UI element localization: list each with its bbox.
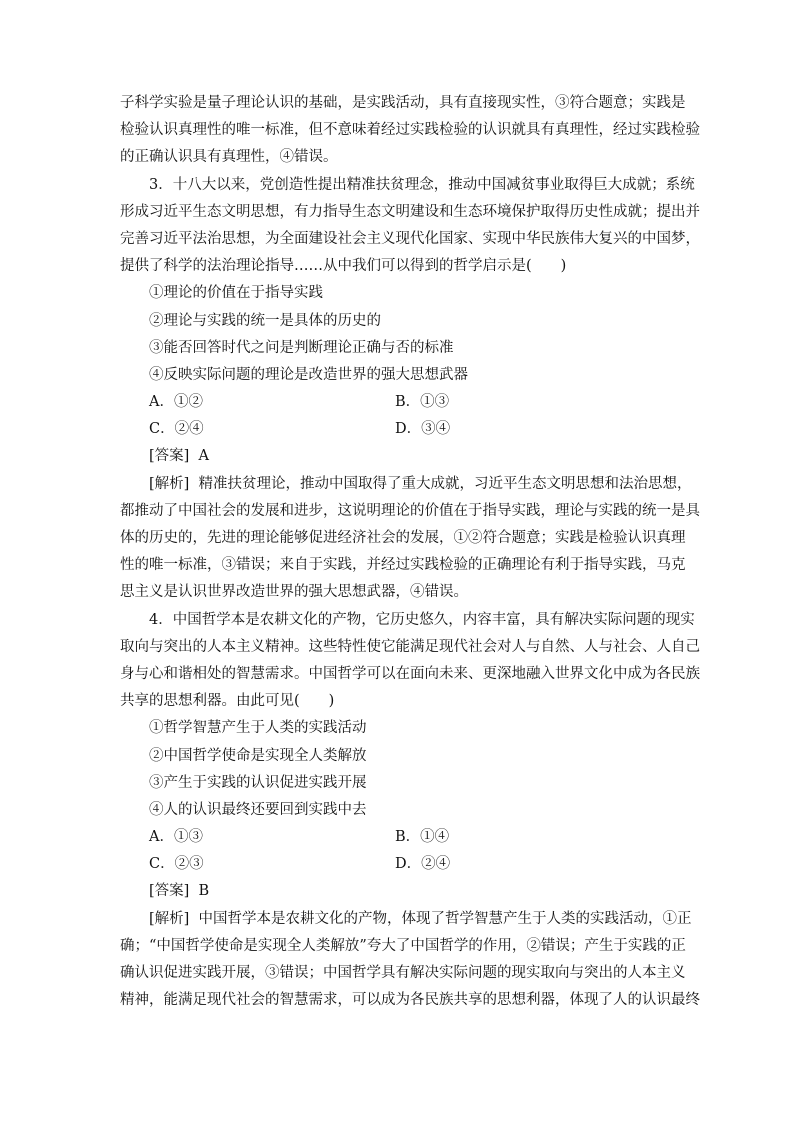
- answer-tag: [答案]: [149, 448, 190, 465]
- analysis-line: 思主义是认识世界改造世界的强大思想武器，④错误。: [120, 584, 468, 601]
- analysis-text: 精准扶贫理论，推动中国取得了重大成就，习近平生态文明思想和法治思想，: [198, 475, 692, 492]
- choice-row: [120, 389, 680, 416]
- statement-option: ②理论与实践的统一是具体的历史的: [149, 312, 381, 329]
- analysis-first-line: [120, 471, 692, 498]
- answer-line: [120, 878, 680, 905]
- choice-d: D．③④: [395, 421, 451, 438]
- analysis-text: 中国哲学本是农耕文化的产物，体现了哲学智慧产生于人类的实践活动，①正: [198, 910, 692, 927]
- text-line: 检验认识真理性的唯一标准，但不意味着经过实践检验的认识就具有真理性，经过实践检验: [120, 122, 700, 139]
- analysis-line: 性的唯一标准，③错误；来自于实践，并经过实践检验的正确理论有利于指导实践，马克: [120, 557, 686, 574]
- statement-option: ③能否回答时代之问是判断理论正确与否的标准: [149, 339, 454, 356]
- analysis-line: 确认识促进实践开展，③错误；中国哲学具有解决实际问题的现实取向与突出的人本主义: [120, 965, 686, 981]
- question-4: [120, 607, 700, 1015]
- document-body: [120, 90, 700, 1014]
- question-stem-line: 完善习近平法治思想，为全面建设社会主义现代化国家、实现中华民族伟大复兴的中国梦，: [120, 230, 700, 247]
- choice-row: [120, 851, 680, 878]
- choice-row: [120, 416, 680, 443]
- statement-option: ①哲学智慧产生于人类的实践活动: [149, 720, 367, 737]
- analysis-line: 都推动了中国社会的发展和进步，这说明理论的价值在于指导实践，理论与实践的统一是具: [120, 502, 700, 519]
- choice-c: C．②③: [149, 856, 204, 873]
- statement-option: ①理论的价值在于指导实践: [149, 285, 323, 302]
- statement-option: ④人的认识最终还要回到实践中去: [149, 801, 367, 818]
- choice-b: B．①③: [395, 394, 450, 411]
- analysis-tag: [解析]: [149, 475, 190, 492]
- answer-tag: [答案]: [149, 883, 190, 900]
- question-stem-line: 提供了科学的法治理论指导……从中我们可以得到的哲学启示是( ): [120, 258, 567, 275]
- choice-a: A．①③: [149, 829, 203, 846]
- question-stem-line: 3．十八大以来，党创造性提出精准扶贫理念，推动中国减贫事业取得巨大成就；系统: [149, 176, 695, 193]
- answer-value: A: [198, 448, 210, 465]
- choice-b: B．①④: [395, 829, 450, 846]
- question-3: [120, 172, 700, 607]
- text-line: 子科学实验是量子理论认识的基础，是实践活动，具有直接现实性，③符合题意；实践是: [120, 95, 686, 111]
- choice-row: [120, 824, 680, 851]
- choice-a: A．①②: [149, 394, 203, 411]
- answer-value: B: [198, 883, 210, 900]
- analysis-line: 精神，能满足现代社会的智慧需求，可以成为各民族共享的思想利器，体现了人的认识最终: [120, 992, 700, 1009]
- choice-c: C．②④: [149, 421, 204, 438]
- text-line: 的正确认识具有真理性，④错误。: [120, 149, 338, 166]
- statement-option: ④反映实际问题的理论是改造世界的强大思想武器: [149, 366, 468, 383]
- previous-analysis-continuation: [120, 90, 700, 172]
- statement-option: ②中国哲学使命是实现全人类解放: [149, 747, 367, 764]
- question-stem-line: 4．中国哲学本是农耕文化的产物，它历史悠久，内容丰富，具有解决实际问题的现实: [149, 611, 695, 628]
- question-stem-line: 取向与突出的人本主义精神。这些特性使它能满足现代社会对人与自然、人与社会、人自己: [120, 638, 700, 655]
- question-stem-line: 身与心和谐相处的智慧需求。中国哲学可以在面向未来、更深地融入世界文化中成为各民族: [120, 665, 700, 682]
- analysis-line: 确；“中国哲学使命是实现全人类解放”夸大了中国哲学的作用，②错误；产生于实践的正: [120, 937, 686, 954]
- choice-d: D．②④: [395, 856, 451, 873]
- statement-option: ③产生于实践的认识促进实践开展: [149, 774, 367, 791]
- analysis-first-line: [120, 906, 692, 933]
- answer-line: [120, 443, 680, 470]
- analysis-line: 体的历史的，先进的理论能够促进经济社会的发展，①②符合题意；实践是检验认识真理: [120, 530, 686, 546]
- question-stem-line: 共享的思想利器。由此可见( ): [120, 693, 335, 710]
- question-stem-line: 形成习近平生态文明思想，有力指导生态文明建设和生态环境保护取得历史性成就；提出并: [120, 203, 700, 220]
- analysis-tag: [解析]: [149, 910, 190, 927]
